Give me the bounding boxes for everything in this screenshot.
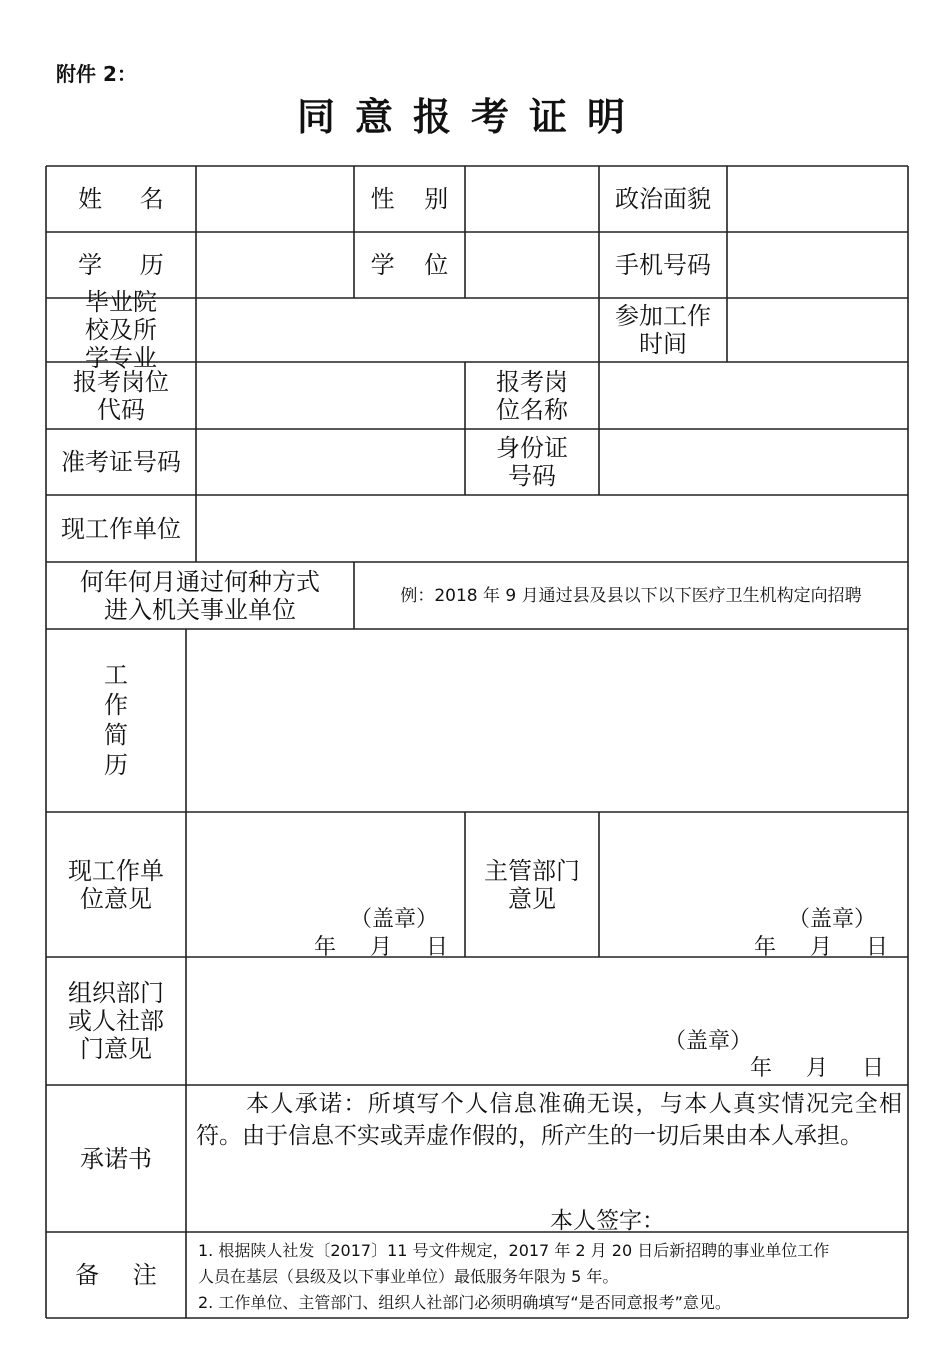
date-year: 年 bbox=[314, 935, 337, 960]
work-resume-char: 作 bbox=[104, 691, 128, 719]
date-day: 日 bbox=[862, 1056, 885, 1081]
employer-stamp: （盖章） bbox=[350, 907, 439, 932]
signature-label: 本人签字： bbox=[550, 1208, 665, 1234]
note-line: 1. 根据陕人社发〔2017〕11 号文件规定，2017 年 2 月 20 日后新招聘的事业单位工作 bbox=[198, 1241, 830, 1260]
date-month: 月 bbox=[806, 1056, 829, 1081]
degree-label-text: 学 位 bbox=[370, 251, 449, 279]
pledge-text: 本人承诺：所填写个人信息准确无误，与本人真实情况完全相符。由于信息不实或弄虚作假的，所产生的一切后果由本人承担。 bbox=[196, 1091, 902, 1149]
post-code-label: 报考岗位代码 bbox=[73, 367, 169, 424]
gender-label bbox=[354, 166, 465, 232]
political-field[interactable] bbox=[727, 166, 908, 232]
admission-no-label: 准考证号码 bbox=[61, 448, 181, 476]
work-start-field[interactable] bbox=[727, 298, 908, 362]
education-label-text: 学 历 bbox=[78, 251, 164, 279]
note-line: 人员在基层（县级及以下事业单位）最低服务年限为 5 年。 bbox=[198, 1267, 619, 1286]
date-year: 年 bbox=[754, 935, 777, 960]
remarks-label-text: 备 注 bbox=[75, 1261, 157, 1289]
org-opinion-label: 组织部门或人社部门意见 bbox=[68, 979, 164, 1063]
school-major-field[interactable] bbox=[196, 298, 599, 362]
pledge-label: 承诺书 bbox=[80, 1144, 152, 1173]
work-start-label: 参加工作时间 bbox=[615, 302, 711, 358]
entry-method-example[interactable]: 例：2018 年 9 月通过县及县以下以下医疗卫生机构定向招聘 bbox=[400, 585, 862, 606]
date-month: 月 bbox=[810, 935, 833, 960]
degree-field[interactable] bbox=[465, 232, 599, 298]
phone-field[interactable] bbox=[727, 232, 908, 298]
name-label bbox=[46, 166, 196, 232]
page-title: 同意报考证明 bbox=[296, 94, 645, 139]
gender-field[interactable] bbox=[465, 166, 599, 232]
org-stamp: （盖章） bbox=[664, 1029, 753, 1054]
name-field[interactable] bbox=[196, 166, 354, 232]
work-resume-label bbox=[80, 660, 152, 780]
employer-opinion-label: 现工作单位意见 bbox=[68, 856, 164, 913]
current-employer-field[interactable] bbox=[196, 495, 908, 562]
work-resume-char: 历 bbox=[104, 751, 128, 779]
id-no-label: 身份证号码 bbox=[496, 434, 568, 490]
date-year: 年 bbox=[750, 1056, 773, 1081]
work-resume-char: 简 bbox=[104, 721, 128, 749]
org-date bbox=[750, 1051, 884, 1082]
date-month: 月 bbox=[370, 935, 393, 960]
degree-label bbox=[354, 232, 465, 298]
date-day: 日 bbox=[426, 935, 449, 960]
post-code-field[interactable] bbox=[196, 362, 465, 429]
remarks-label bbox=[46, 1232, 186, 1318]
entry-method-label: 何年何月通过何种方式进入机关事业单位 bbox=[80, 567, 320, 624]
phone-label: 手机号码 bbox=[615, 251, 711, 279]
note-line: 2. 工作单位、主管部门、组织人社部门必须明确填写“是否同意报考”意见。 bbox=[198, 1293, 731, 1312]
supervisor-opinion-label: 主管部门意见 bbox=[484, 856, 580, 913]
work-resume-char: 工 bbox=[104, 661, 128, 689]
admission-no-field[interactable] bbox=[196, 429, 465, 495]
political-label: 政治面貌 bbox=[615, 185, 711, 213]
name-label-text: 姓 名 bbox=[78, 185, 164, 213]
work-resume-field[interactable] bbox=[186, 629, 908, 812]
remarks-notes bbox=[198, 1238, 904, 1316]
post-name-label: 报考岗位名称 bbox=[496, 367, 568, 424]
post-name-field[interactable] bbox=[599, 362, 908, 429]
school-major-label: 毕业院校及所学专业 bbox=[85, 288, 157, 372]
date-day: 日 bbox=[866, 935, 889, 960]
current-employer-label: 现工作单位 bbox=[61, 514, 181, 543]
education-field[interactable] bbox=[196, 232, 354, 298]
gender-label-text: 性 别 bbox=[370, 185, 449, 213]
attachment-label: 附件 2： bbox=[56, 62, 137, 86]
supervisor-stamp: （盖章） bbox=[788, 907, 877, 932]
id-no-field[interactable] bbox=[599, 429, 908, 495]
